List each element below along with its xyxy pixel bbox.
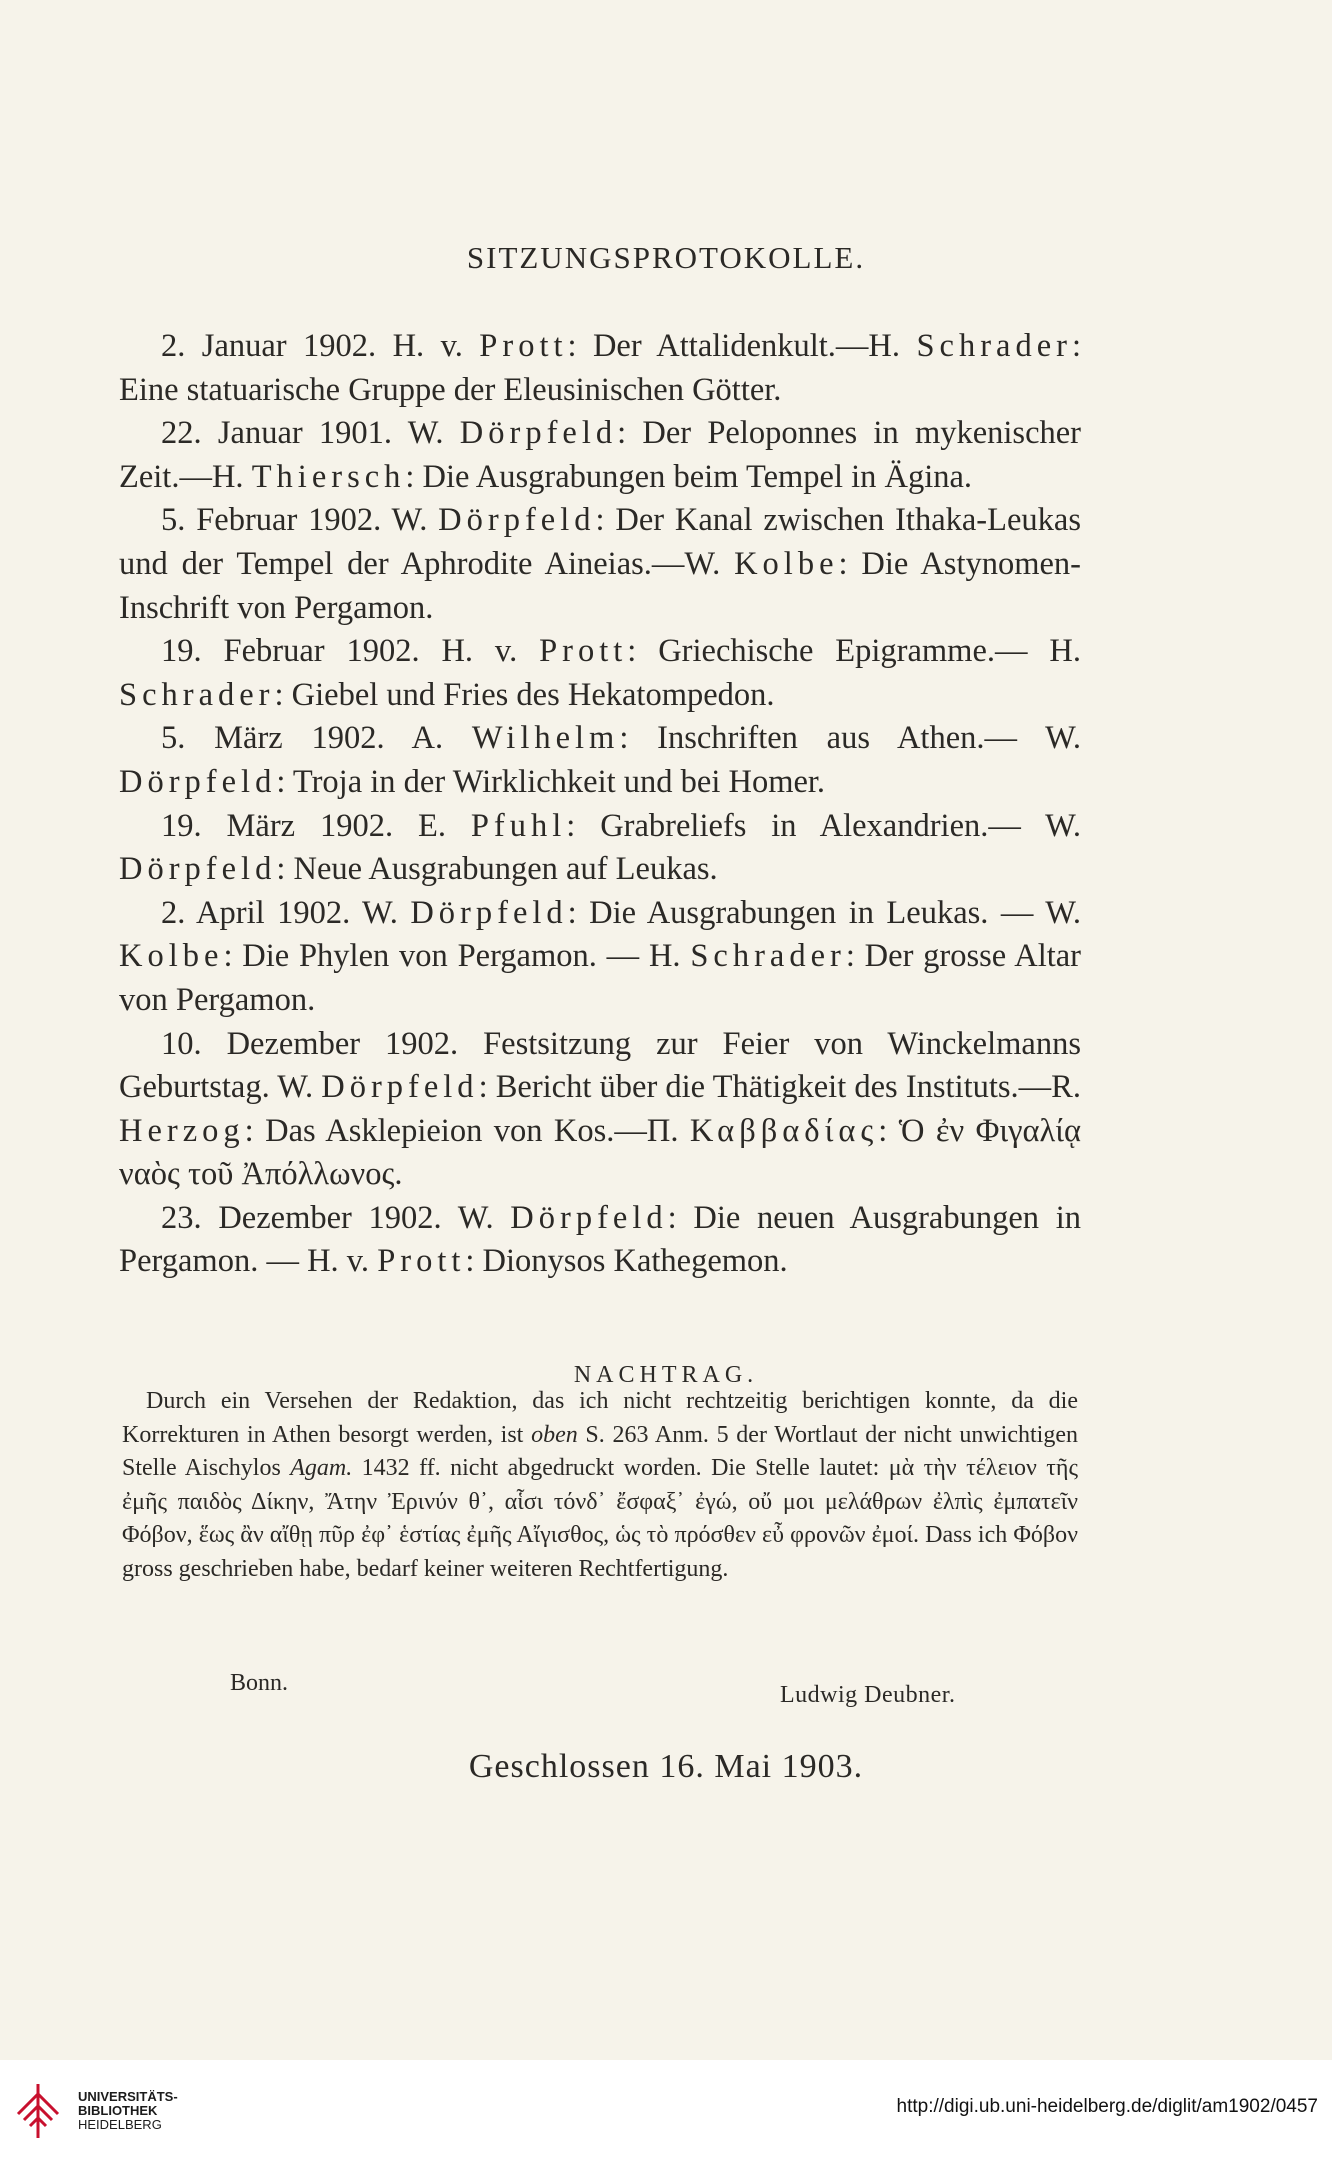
- speaker-name: Schrader: [119, 676, 275, 713]
- page-heading: SITZUNGSPROTOKOLLE.: [466, 240, 866, 275]
- closing-line: Geschlossen 16. Mai 1903.: [468, 1748, 864, 1785]
- speaker-name: Schrader: [916, 328, 1072, 364]
- speaker-name: Kolbe: [119, 938, 224, 975]
- speaker-name: Dörpfeld: [410, 894, 568, 931]
- entry-date: 2. April 1902.: [161, 894, 351, 931]
- library-name: UNIVERSITÄTS- BIBLIOTHEK HEIDELBERG: [78, 2089, 178, 2132]
- nachtrag-paragraph: Durch ein Versehen der Redaktion, das ich nicht rechtzeitig berichtigen konnte, da die Korrekturen in Athen besorgt werden, ist oben S. 263 Anm. 5 der Wortlaut der nicht unwichtigen Stelle Aischylos Agam. 1432 ff. nicht abgedruckt worden. Die Stelle lautet: μὰ τὴν τέλειον τῆς ἐμῆς παιδὸς Δίκην, Ἄτην Ἐρινύν θ᾽, αἷσι τόνδ᾽ ἔσφαξ᾽ ἐγώ, οὔ μοι μελάθρων ἐλπὶς ἐμπατεῖν Φόβον, ἕως ἂν αἴθῃ πῦρ ἐφ᾽ ἑστίας ἐμῆς Αἴγισθος, ὡς τὸ πρόσθεν εὖ φρονῶν ἐμοί. Dass ich Φόβον gross geschrieben habe, bedarf keiner weiteren Rechtfertigung.: [122, 1388, 1078, 1582]
- entry-date: 5. März 1902.: [161, 720, 385, 757]
- library-footer: [0, 2060, 1332, 2159]
- signature-author: Ludwig Deubner.: [780, 1682, 956, 1708]
- speaker-name: Dörpfeld: [119, 763, 277, 800]
- entry-5: 5. März 1902. A. Wilhelm: Inschriften aus Athen.— W. Dörpfeld: Troja in der Wirklichkeit und bei Homer.: [119, 720, 1081, 800]
- speaker-name: Dörpfeld: [459, 415, 618, 452]
- permalink-url[interactable]: http://digi.ub.uni-heidelberg.de/diglit/am1902/0457: [896, 2096, 1318, 2117]
- entry-6: 19. März 1902. E. Pfuhl: Grabreliefs in Alexandrien.— W. Dörpfeld: Neue Ausgrabungen auf Leukas.: [119, 807, 1081, 888]
- speaker-name: Dörpfeld: [321, 1069, 479, 1106]
- entry-date: 2. Januar 1902.: [161, 328, 377, 364]
- entry-8: 10. Dezember 1902. Festsitzung zur Feier von Winckelmanns Geburtstag. W. Dörpfeld: Bericht über die Thätigkeit des Instituts.—R. Herzog: Das Asklepieion von Kos.—Π. Καββαδίας: Ὁ ἐν Φιγαλίᾳ ναὸς τοῦ Ἀπόλλωνος.: [119, 1025, 1082, 1193]
- speaker-name: Dörpfeld: [510, 1199, 668, 1236]
- speaker-name: Prott: [377, 1243, 466, 1280]
- speaker-name: Καββαδίας: [689, 1112, 879, 1149]
- speaker-name: Kolbe: [734, 545, 839, 582]
- nachtrag-heading: NACHTRAG.: [573, 1362, 759, 1388]
- entry-date: 19. März 1902.: [161, 807, 394, 844]
- entry-date: 22. Januar 1901.: [161, 415, 393, 452]
- entry-date: 10. Dezember 1902.: [161, 1025, 459, 1062]
- speaker-name: Wilhelm: [471, 720, 620, 757]
- entry-3: 5. Februar 1902. W. Dörpfeld: Der Kanal zwischen Ithaka-Leukas und der Tempel der Aphrodite Aineias.—W. Kolbe: Die Astynomen-Inschrift von Pergamon.: [119, 502, 1082, 626]
- speaker-name: Dörpfeld: [119, 851, 277, 888]
- library-logo-icon: [14, 2074, 64, 2140]
- speaker-name: Schrader: [690, 938, 846, 975]
- entry-date: 23. Dezember 1902.: [161, 1199, 442, 1236]
- entry-date: 5. Februar 1902.: [161, 502, 382, 539]
- speaker-name: Prott: [479, 328, 568, 364]
- entry-1: 2. Januar 1902. H. v. Prott: Der Attalidenkult.—H. Schrader: Eine statuarische Gruppe der Eleusinischen Götter.: [119, 328, 1081, 408]
- speaker-name: Thiersch: [251, 458, 406, 495]
- entry-date: 19. Februar 1902.: [161, 633, 420, 670]
- nachtrag-body: [122, 1385, 1078, 1586]
- entry-9: 23. Dezember 1902. W. Dörpfeld: Die neuen Ausgrabungen in Pergamon. — H. v. Prott: Dionysos Kathegemon.: [119, 1199, 1081, 1280]
- signature-place: Bonn.: [230, 1670, 289, 1696]
- speaker-name: Herzog: [119, 1112, 245, 1149]
- speaker-name: Dörpfeld: [438, 502, 596, 539]
- speaker-name: Pfuhl: [470, 807, 567, 844]
- entry-4: 19. Februar 1902. H. v. Prott: Griechische Epigramme.— H. Schrader: Giebel und Fries des Hekatompedon.: [119, 633, 1081, 713]
- citation-oben: oben: [531, 1421, 578, 1448]
- speaker-name: Prott: [539, 633, 628, 670]
- citation-agam: Agam.: [290, 1455, 353, 1481]
- entry-2: 22. Januar 1901. W. Dörpfeld: Der Peloponnes in mykenischer Zeit.—H. Thiersch: Die Ausgrabungen beim Tempel in Ägina.: [119, 415, 1082, 495]
- entry-7: 2. April 1902. W. Dörpfeld: Die Ausgrabungen in Leukas. — W. Kolbe: Die Phylen von Pergamon. — H. Schrader: Der grosse Altar von Pergamon.: [119, 894, 1082, 1018]
- minutes-list: [119, 325, 1081, 1284]
